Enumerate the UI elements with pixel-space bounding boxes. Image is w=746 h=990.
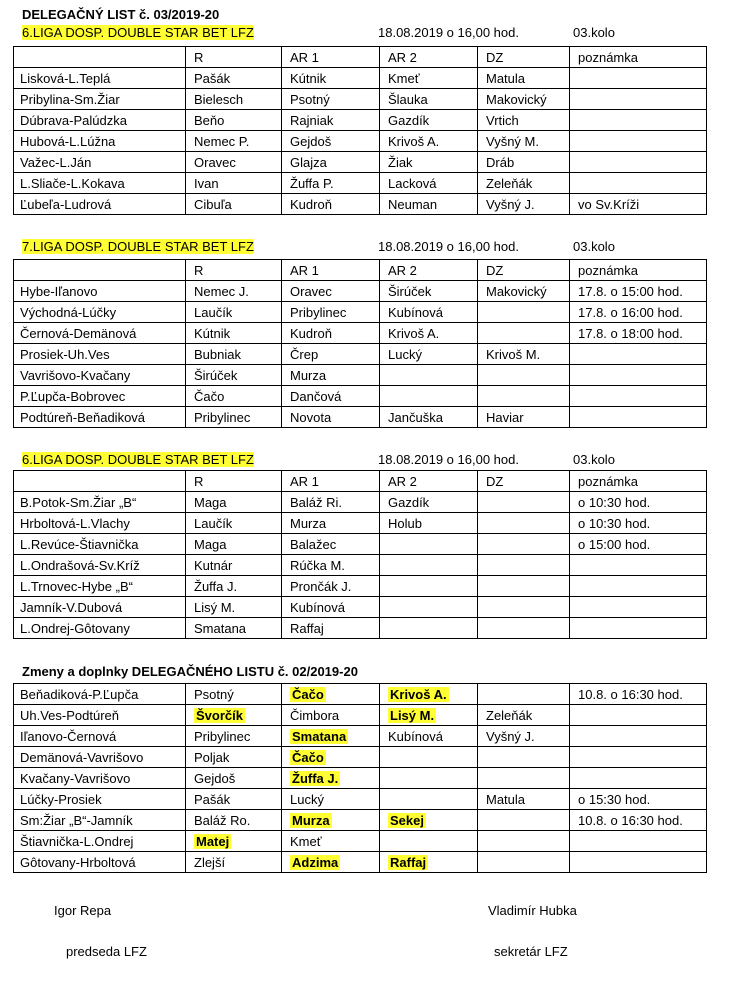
match-cell: Beňadiková-P.Ľupča [14,684,186,705]
match-cell: L.Trnovec-Hybe „B“ [14,576,186,597]
table-cell: Krivoš A. [380,323,478,344]
table-cell [380,705,478,726]
table-cell [282,768,380,789]
table-cell: Matula [478,789,570,810]
table-row [14,68,707,89]
table-row [14,407,707,428]
table-cell: Čimbora [282,705,380,726]
table-cell [570,344,707,365]
table-cell: 10.8. o 16:30 hod. [570,810,707,831]
match-cell: Jamník-V.Dubová [14,597,186,618]
table-cell [570,110,707,131]
signature-left-role: predseda LFZ [66,944,147,959]
table-cell: Krivoš A. [380,131,478,152]
table-cell: Kmeť [282,831,380,852]
table-row [14,513,707,534]
column-header: DZ [478,260,570,281]
table-row [14,302,707,323]
table-cell: o 15:30 hod. [570,789,707,810]
table-cell: Kútnik [282,68,380,89]
match-cell: Gôtovany-Hrboltová [14,852,186,873]
changed-referee: Čačo [292,749,324,765]
table-cell: Makovický [478,281,570,302]
match-cell: B.Potok-Sm.Žiar „B“ [14,492,186,513]
match-cell: Lúčky-Prosiek [14,789,186,810]
match-cell: L.Sliače-L.Kokava [14,173,186,194]
table-cell: Gazdík [380,492,478,513]
table-cell [570,173,707,194]
column-header: poznámka [570,471,707,492]
match-cell: Černová-Demänová [14,323,186,344]
table-header-row [14,471,707,492]
table-cell: Nemec P. [186,131,282,152]
table-cell: Pribylinec [186,726,282,747]
table-cell: Smatana [186,618,282,639]
table-cell [478,365,570,386]
match-cell: Hubová-L.Lúžna [14,131,186,152]
table-cell: 17.8. o 16:00 hod. [570,302,707,323]
table-cell [380,747,478,768]
table-cell: Gazdík [380,110,478,131]
table-cell: Makovický [478,89,570,110]
section-1-round: 03.kolo [573,25,615,40]
table-cell [380,365,478,386]
table-cell: Prončák J. [282,576,380,597]
column-header: DZ [478,471,570,492]
table-cell [570,68,707,89]
table-row [14,173,707,194]
table-cell: Žuffa P. [282,173,380,194]
table-cell: Baláž Ro. [186,810,282,831]
match-cell: L.Ondrašová-Sv.Kríž [14,555,186,576]
table-cell [380,597,478,618]
table-cell: Bielesch [186,89,282,110]
table-row [14,555,707,576]
table-cell: Kútnik [186,323,282,344]
table-cell: Zeleňák [478,705,570,726]
signature-right-name: Vladimír Hubka [488,903,577,918]
table-row [14,110,707,131]
table-cell: Oravec [282,281,380,302]
table-row [14,131,707,152]
section-1-league: 6.LIGA DOSP. DOUBLE STAR BET LFZ [22,25,254,40]
table-cell [478,513,570,534]
table-row [14,684,707,705]
table-cell: Vrtich [478,110,570,131]
column-header: AR 2 [380,260,478,281]
table-cell: Gejdoš [186,768,282,789]
table-cell: Šlauka [380,89,478,110]
column-header: R [186,47,282,68]
table-cell [570,597,707,618]
table-cell: Kubínová [380,726,478,747]
column-header: AR 2 [380,471,478,492]
table-cell: Oravec [186,152,282,173]
table-cell [570,726,707,747]
table-cell: Lucký [282,789,380,810]
table-cell: Murza [282,365,380,386]
table-row [14,152,707,173]
table-row [14,789,707,810]
column-header: AR 1 [282,47,380,68]
table-cell [478,555,570,576]
table-cell: 17.8. o 18:00 hod. [570,323,707,344]
table-row [14,747,707,768]
table-cell: Raffaj [282,618,380,639]
table-cell: Lisý M. [186,597,282,618]
table-row [14,726,707,747]
table-cell: Kubínová [380,302,478,323]
table-cell [282,810,380,831]
changed-referee: Matej [196,833,230,849]
table-cell [478,747,570,768]
table-cell: Kudroň [282,323,380,344]
table-cell [282,852,380,873]
column-header: DZ [478,47,570,68]
changed-referee: Krivoš A. [390,686,447,702]
table-cell [570,831,707,852]
match-cell: Ľubeľa-Ludrová [14,194,186,215]
match-cell: L.Revúce-Štiavnička [14,534,186,555]
table-cell: Vyšný J. [478,194,570,215]
match-cell: Sm:Žiar „B“-Jamník [14,810,186,831]
table-cell [380,386,478,407]
table-cell [570,618,707,639]
match-cell: Iľanovo-Černová [14,726,186,747]
table-cell: Nemec J. [186,281,282,302]
table-cell: Baláž Ri. [282,492,380,513]
changed-referee: Smatana [292,728,347,744]
match-cell: Važec-L.Ján [14,152,186,173]
table-cell [478,852,570,873]
table-cell [380,810,478,831]
changed-referee: Adzima [292,854,339,870]
changed-referee: Sekej [390,812,424,828]
match-cell: P.Ľupča-Bobrovec [14,386,186,407]
match-cell: Východná-Lúčky [14,302,186,323]
table-cell: Lacková [380,173,478,194]
section-2-table [13,259,707,428]
table-row [14,618,707,639]
table-cell [380,618,478,639]
table-cell: Laučík [186,302,282,323]
table-row [14,365,707,386]
match-cell: Lisková-L.Teplá [14,68,186,89]
table-cell: Kubínová [282,597,380,618]
table-cell: Širúček [186,365,282,386]
table-cell: Širúček [380,281,478,302]
section-3-round: 03.kolo [573,452,615,467]
table-cell: Vyšný J. [478,726,570,747]
document-title: DELEGAČNÝ LIST č. 03/2019-20 [22,7,220,22]
signature-left-name: Igor Repa [54,903,112,918]
table-cell [570,89,707,110]
table-cell [570,131,707,152]
table-cell: Laučík [186,513,282,534]
changed-referee: Žuffa J. [292,770,339,786]
table-cell: Žiak [380,152,478,173]
table-cell: Rajniak [282,110,380,131]
table-cell [380,684,478,705]
signature-right-role: sekretár LFZ [494,944,568,959]
table-cell: Haviar [478,407,570,428]
table-row [14,597,707,618]
table-cell [570,747,707,768]
table-header-row [14,260,707,281]
table-cell: Neuman [380,194,478,215]
changes-table [13,683,707,873]
column-header: R [186,471,282,492]
table-cell: o 15:00 hod. [570,534,707,555]
table-row [14,492,707,513]
table-cell [478,768,570,789]
table-cell [380,534,478,555]
column-header [14,260,186,281]
table-cell: Lucký [380,344,478,365]
table-cell [570,152,707,173]
table-cell: Zlejší [186,852,282,873]
table-cell: Novota [282,407,380,428]
table-cell [282,684,380,705]
table-cell [380,831,478,852]
match-cell: Vavrišovo-Kvačany [14,365,186,386]
table-cell: Pribylinec [282,302,380,323]
table-row [14,344,707,365]
table-cell [282,747,380,768]
table-cell: o 10:30 hod. [570,513,707,534]
table-row [14,768,707,789]
table-cell: Zeleňák [478,173,570,194]
table-cell: Žuffa J. [186,576,282,597]
table-row [14,534,707,555]
table-cell: Kudroň [282,194,380,215]
table-cell: Dráb [478,152,570,173]
column-header: poznámka [570,260,707,281]
table-cell: Bubniak [186,344,282,365]
table-cell [478,386,570,407]
table-cell: Jančuška [380,407,478,428]
table-cell [380,576,478,597]
table-cell: Beňo [186,110,282,131]
table-cell [478,302,570,323]
section-2-round: 03.kolo [573,239,615,254]
table-cell [380,768,478,789]
table-cell: Krivoš M. [478,344,570,365]
table-row [14,705,707,726]
table-row [14,831,707,852]
table-cell: o 10:30 hod. [570,492,707,513]
table-cell [478,684,570,705]
table-cell: Balažec [282,534,380,555]
table-cell: Dančová [282,386,380,407]
table-cell [478,597,570,618]
changed-referee: Švorčík [196,707,243,723]
table-cell [570,386,707,407]
table-cell [570,365,707,386]
table-cell: Vyšný M. [478,131,570,152]
table-cell [186,705,282,726]
table-cell [570,407,707,428]
table-cell [570,576,707,597]
section-1-date: 18.08.2019 o 16,00 hod. [378,25,519,40]
table-cell [570,852,707,873]
table-cell: Psotný [282,89,380,110]
match-cell: Uh.Ves-Podtúreň [14,705,186,726]
table-row [14,281,707,302]
table-cell: Psotný [186,684,282,705]
table-cell: Pašák [186,68,282,89]
table-cell: 10.8. o 16:30 hod. [570,684,707,705]
table-cell: Gejdoš [282,131,380,152]
table-cell [478,831,570,852]
column-header: R [186,260,282,281]
changes-title: Zmeny a doplnky DELEGAČNÉHO LISTU č. 02/2019-20 [22,664,358,679]
table-cell: Matula [478,68,570,89]
match-cell: Štiavnička-L.Ondrej [14,831,186,852]
match-cell: Prosiek-Uh.Ves [14,344,186,365]
column-header: AR 2 [380,47,478,68]
table-cell: Murza [282,513,380,534]
match-cell: Hrboltová-L.Vlachy [14,513,186,534]
table-cell: Kutnár [186,555,282,576]
match-cell: Podtúreň-Beňadiková [14,407,186,428]
table-cell: Kmeť [380,68,478,89]
table-cell: 17.8. o 15:00 hod. [570,281,707,302]
column-header [14,47,186,68]
table-cell [380,555,478,576]
table-cell [478,618,570,639]
table-cell [570,555,707,576]
table-cell: Rúčka M. [282,555,380,576]
table-row [14,386,707,407]
table-row [14,810,707,831]
table-row [14,576,707,597]
table-row [14,323,707,344]
table-cell: Cibuľa [186,194,282,215]
column-header: AR 1 [282,471,380,492]
table-cell: Glajza [282,152,380,173]
table-cell: vo Sv.Kríži [570,194,707,215]
match-cell: Hybe-Iľanovo [14,281,186,302]
column-header: AR 1 [282,260,380,281]
table-cell [186,831,282,852]
changed-referee: Raffaj [390,854,427,870]
section-2-date: 18.08.2019 o 16,00 hod. [378,239,519,254]
section-3-date: 18.08.2019 o 16,00 hod. [378,452,519,467]
match-cell: L.Ondrej-Gôtovany [14,618,186,639]
table-cell [570,768,707,789]
section-3-league: 6.LIGA DOSP. DOUBLE STAR BET LFZ [22,452,254,467]
table-cell: Čačo [186,386,282,407]
table-cell: Ivan [186,173,282,194]
table-header-row [14,47,707,68]
column-header [14,471,186,492]
table-cell [282,726,380,747]
match-cell: Demänová-Vavrišovo [14,747,186,768]
column-header: poznámka [570,47,707,68]
table-cell: Maga [186,492,282,513]
changed-referee: Murza [292,812,330,828]
table-cell [380,852,478,873]
section-1-table [13,46,707,215]
table-cell: Holub [380,513,478,534]
table-cell: Pribylinec [186,407,282,428]
section-3-table [13,470,707,639]
table-cell: Poljak [186,747,282,768]
match-cell: Pribylina-Sm.Žiar [14,89,186,110]
table-cell [478,323,570,344]
match-cell: Kvačany-Vavrišovo [14,768,186,789]
table-cell [570,705,707,726]
table-cell: Pašák [186,789,282,810]
changed-referee: Čačo [292,686,324,702]
table-cell [478,492,570,513]
table-cell [478,576,570,597]
table-cell [478,534,570,555]
changed-referee: Lisý M. [390,707,435,723]
table-cell [380,789,478,810]
table-row [14,852,707,873]
table-cell [478,810,570,831]
table-cell: Črep [282,344,380,365]
match-cell: Dúbrava-Palúdzka [14,110,186,131]
table-row [14,89,707,110]
table-cell: Maga [186,534,282,555]
table-row [14,194,707,215]
section-2-league: 7.LIGA DOSP. DOUBLE STAR BET LFZ [22,239,254,254]
